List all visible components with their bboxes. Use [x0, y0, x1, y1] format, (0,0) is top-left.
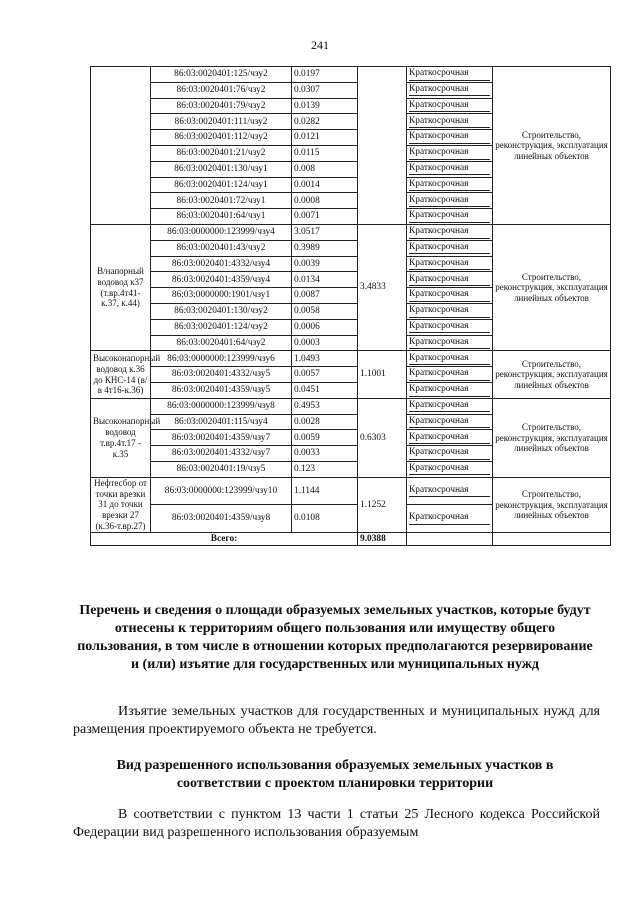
purpose-cell: Строительство, реконструкция, эксплуатация линейных объектов — [493, 398, 611, 477]
term-cell — [407, 319, 493, 335]
area-cell: 0.0121 — [292, 130, 358, 146]
cadastral-number-cell: 86:03:0020401:112/чзу2 — [151, 130, 292, 146]
object-total-area-cell: 0.6303 — [358, 398, 407, 477]
table-row — [91, 67, 611, 83]
term-cell — [407, 382, 493, 398]
area-cell: 0.0003 — [292, 335, 358, 351]
cadastral-number-cell: 86:03:0020401:4359/чзу8 — [151, 505, 292, 533]
purpose-cell: Строительство, реконструкция, эксплуатация линейных объектов — [493, 224, 611, 350]
area-cell: 0.0006 — [292, 319, 358, 335]
cadastral-number-cell: 86:03:0020401:4332/чзу4 — [151, 256, 292, 272]
term-cell — [407, 461, 493, 477]
cadastral-number-cell: 86:03:0020401:4332/чзу5 — [151, 367, 292, 383]
term-text: Краткосрочная — [409, 226, 490, 238]
area-cell: 0.0014 — [292, 177, 358, 193]
purpose-cell: Строительство, реконструкция, эксплуатация линейных объектов — [493, 477, 611, 532]
cadastral-number-cell: 86:03:0020401:76/чзу2 — [151, 82, 292, 98]
area-cell: 0.0307 — [292, 82, 358, 98]
area-cell: 0.0057 — [292, 367, 358, 383]
term-cell — [407, 98, 493, 114]
object-name-cell: В/напорный водовод к37 (т.вр.4т41-к.37, к.44) — [91, 224, 151, 350]
term-cell — [407, 505, 493, 533]
term-text: Краткосрочная — [409, 337, 490, 349]
term-text: Краткосрочная — [409, 305, 490, 317]
area-cell: 0.0008 — [292, 193, 358, 209]
table-row — [91, 398, 611, 414]
term-cell — [407, 272, 493, 288]
term-cell — [407, 130, 493, 146]
term-text: Краткосрочная — [409, 195, 490, 207]
area-cell: 0.0028 — [292, 414, 358, 430]
cadastral-number-cell: 86:03:0020401:115/чзу4 — [151, 414, 292, 430]
area-cell: 0.0282 — [292, 114, 358, 130]
cadastral-number-cell: 86:03:0000000:123999/чзу10 — [151, 477, 292, 504]
area-cell: 0.3989 — [292, 240, 358, 256]
cadastral-number-cell: 86:03:0020401:64/чзу1 — [151, 209, 292, 225]
term-cell — [407, 303, 493, 319]
term-cell — [407, 367, 493, 383]
page-number: 241 — [311, 38, 329, 52]
term-cell — [407, 145, 493, 161]
cadastral-number-cell: 86:03:0020401:21/чзу2 — [151, 145, 292, 161]
term-text: Краткосрочная — [409, 353, 490, 365]
term-text: Краткосрочная — [409, 210, 490, 222]
area-cell: 0.123 — [292, 461, 358, 477]
cadastral-number-cell: 86:03:0020401:19/чзу5 — [151, 461, 292, 477]
term-cell — [407, 414, 493, 430]
paragraph-text: Изъятие земельных участков для государственных и муниципальных нужд для размещения проектируемого объекта не требуется. — [73, 704, 600, 738]
term-text: Краткосрочная — [409, 147, 490, 159]
paragraph-text: В соответствии с пунктом 13 части 1 статьи 25 Лесного кодекса Российской Федерации вид разрешенного использования образуемым — [73, 807, 600, 841]
area-cell: 0.4953 — [292, 398, 358, 414]
purpose-cell: Строительство, реконструкция, эксплуатация линейных объектов — [493, 67, 611, 225]
term-text: Краткосрочная — [409, 485, 490, 497]
cadastral-number-cell: 86:03:0000000:123999/чзу4 — [151, 224, 292, 240]
term-cell — [407, 209, 493, 225]
term-cell — [407, 477, 493, 504]
section-paragraph-permitted-use — [73, 806, 600, 842]
object-name-cell: Нефтесбор от точки врезки 31 до точки врезки 27 (к.36-т.вр.27) — [91, 477, 151, 532]
cadastral-number-cell: 86:03:0020401:111/чзу2 — [151, 114, 292, 130]
term-text: Краткосрочная — [409, 68, 490, 80]
cadastral-number-cell: 86:03:0000000:123999/чзу8 — [151, 398, 292, 414]
cadastral-number-cell: 86:03:0020401:4332/чзу7 — [151, 446, 292, 462]
land-plots-table-body — [91, 67, 611, 546]
term-cell — [407, 398, 493, 414]
cadastral-number-cell: 86:03:0020401:79/чзу2 — [151, 98, 292, 114]
cadastral-number-cell: 86:03:0020401:43/чзу2 — [151, 240, 292, 256]
land-plots-table — [90, 66, 611, 546]
area-cell: 0.0197 — [292, 67, 358, 83]
total-label-cell: Всего: — [91, 532, 358, 545]
area-cell: 0.0108 — [292, 505, 358, 533]
area-cell: 0.0139 — [292, 98, 358, 114]
term-text: Краткосрочная — [409, 512, 490, 524]
cadastral-number-cell: 86:03:0020401:124/чзу1 — [151, 177, 292, 193]
section-paragraph-seizure — [73, 703, 600, 739]
term-cell — [407, 240, 493, 256]
object-name-cell — [91, 67, 151, 225]
term-text: Краткосрочная — [409, 116, 490, 128]
object-name-cell: Высоконапорный водовод к.36 до КНС-14 (в/в 4т16-к.36) — [91, 351, 151, 398]
term-cell — [407, 114, 493, 130]
cadastral-number-cell: 86:03:0020401:125/чзу2 — [151, 67, 292, 83]
term-text: Краткосрочная — [409, 463, 490, 475]
section-heading-permitted-use: Вид разрешенного использования образуемых земельных участков в соответствии с проектом планировки территории — [116, 758, 554, 791]
term-cell — [407, 193, 493, 209]
term-cell — [407, 67, 493, 83]
cadastral-number-cell: 86:03:0020401:124/чзу2 — [151, 319, 292, 335]
term-text: Краткосрочная — [409, 432, 490, 444]
table-row — [91, 224, 611, 240]
area-cell: 0.0059 — [292, 430, 358, 446]
term-cell — [407, 430, 493, 446]
area-cell: 0.0039 — [292, 256, 358, 272]
term-text: Краткосрочная — [409, 400, 490, 412]
empty-cell — [407, 532, 493, 545]
cadastral-number-cell: 86:03:0020401:64/чзу2 — [151, 335, 292, 351]
object-name-cell: Высоконапорный водовод т.вр.4т.17 - к.35 — [91, 398, 151, 477]
area-cell: 1.0493 — [292, 351, 358, 367]
term-cell — [407, 446, 493, 462]
area-cell: 0.0115 — [292, 145, 358, 161]
term-cell — [407, 351, 493, 367]
term-cell — [407, 177, 493, 193]
table-row — [91, 351, 611, 367]
term-text: Краткосрочная — [409, 131, 490, 143]
area-cell: 0.0071 — [292, 209, 358, 225]
cadastral-number-cell: 86:03:0000000:123999/чзу6 — [151, 351, 292, 367]
cadastral-number-cell: 86:03:0020401:4359/чзу4 — [151, 272, 292, 288]
area-cell: 0.0087 — [292, 288, 358, 304]
cadastral-number-cell: 86:03:0020401:4359/чзу7 — [151, 430, 292, 446]
term-text: Краткосрочная — [409, 416, 490, 428]
area-cell: 0.0058 — [292, 303, 358, 319]
total-value-cell: 9.0388 — [358, 532, 407, 545]
section-heading-plots-list: Перечень и сведения о площади образуемых земельных участков, которые будут отнесены к территориям общего пользования или имуществу общего пользования, в том числе в отношении которых предполагаются резервирование и (или) изъятие для государственных или муниципальных нужд — [77, 603, 593, 672]
term-cell — [407, 288, 493, 304]
object-total-area-cell: 1.1252 — [358, 477, 407, 532]
term-text: Краткосрочная — [409, 289, 490, 301]
area-cell: 3.0517 — [292, 224, 358, 240]
term-text: Краткосрочная — [409, 258, 490, 270]
area-cell: 0.0134 — [292, 272, 358, 288]
term-text: Краткосрочная — [409, 384, 490, 396]
area-cell: 1.1144 — [292, 477, 358, 504]
term-text: Краткосрочная — [409, 242, 490, 254]
area-cell: 0.0451 — [292, 382, 358, 398]
term-cell — [407, 335, 493, 351]
cadastral-number-cell: 86:03:0000000:1901/чзу1 — [151, 288, 292, 304]
empty-cell — [493, 532, 611, 545]
purpose-cell: Строительство, реконструкция, эксплуатация линейных объектов — [493, 351, 611, 398]
term-text: Краткосрочная — [409, 447, 490, 459]
total-row — [91, 532, 611, 545]
object-total-area-cell — [358, 67, 407, 225]
area-cell: 0.008 — [292, 161, 358, 177]
object-total-area-cell: 3.4833 — [358, 224, 407, 350]
area-cell: 0.0033 — [292, 446, 358, 462]
term-cell — [407, 161, 493, 177]
term-text: Краткосрочная — [409, 321, 490, 333]
term-cell — [407, 82, 493, 98]
term-cell — [407, 256, 493, 272]
term-text: Краткосрочная — [409, 163, 490, 175]
term-cell — [407, 224, 493, 240]
term-text: Краткосрочная — [409, 179, 490, 191]
term-text: Краткосрочная — [409, 274, 490, 286]
cadastral-number-cell: 86:03:0020401:72/чзу1 — [151, 193, 292, 209]
cadastral-number-cell: 86:03:0020401:130/чзу2 — [151, 303, 292, 319]
term-text: Краткосрочная — [409, 84, 490, 96]
term-text: Краткосрочная — [409, 368, 490, 380]
cadastral-number-cell: 86:03:0020401:4359/чзу5 — [151, 382, 292, 398]
object-total-area-cell: 1.1001 — [358, 351, 407, 398]
table-row — [91, 477, 611, 504]
cadastral-number-cell: 86:03:0020401:130/чзу1 — [151, 161, 292, 177]
term-text: Краткосрочная — [409, 100, 490, 112]
